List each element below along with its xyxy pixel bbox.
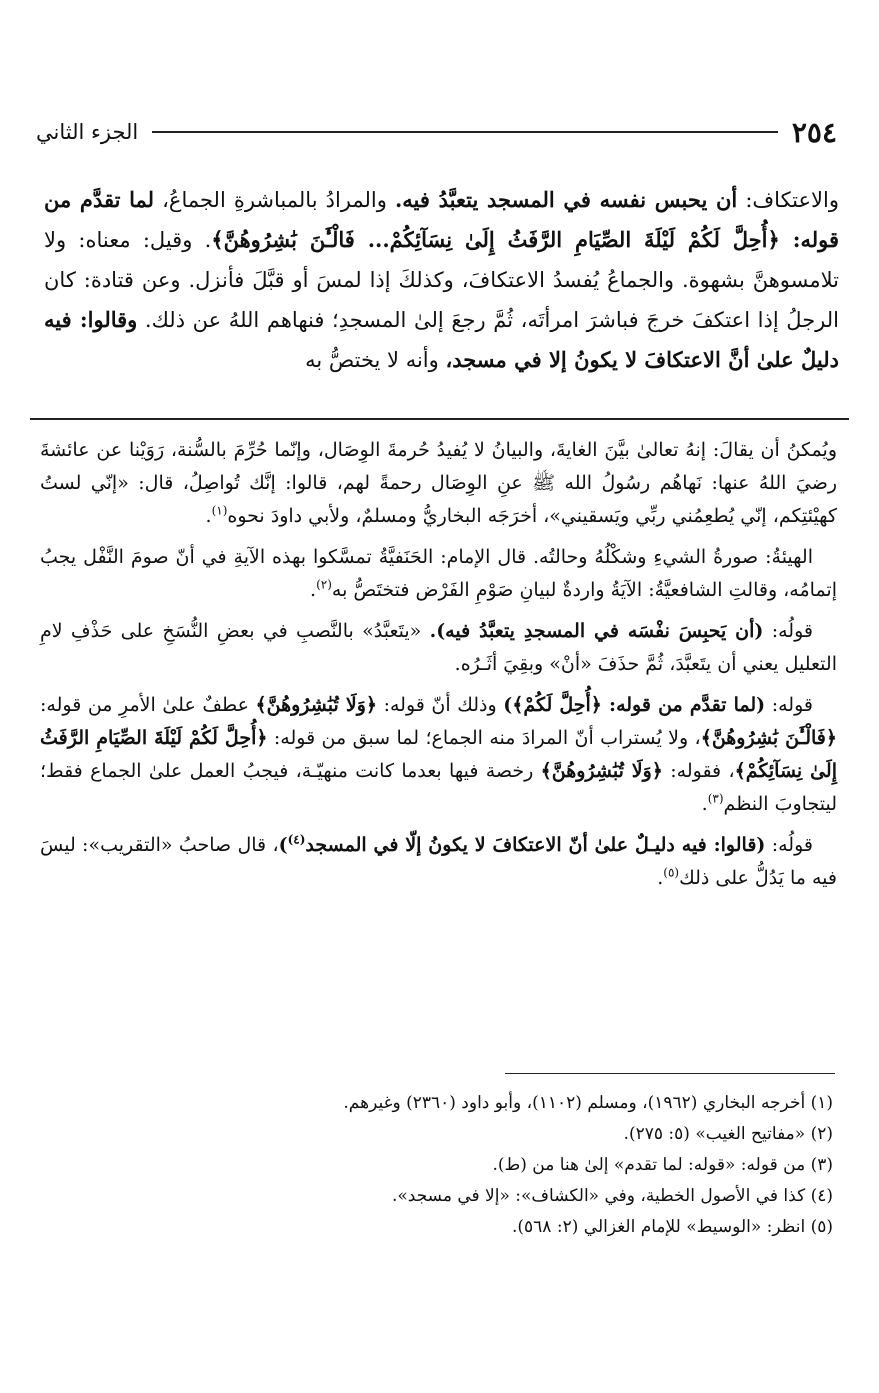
page-header (36, 112, 837, 152)
quran-verse: ﴿فَالْـَٰٔنَ بَٰشِرُوهُنَّ﴾ (700, 727, 837, 749)
header-rule (152, 131, 778, 133)
main-text-segment: وأنه لا يختصُّ به (305, 348, 446, 372)
commentary-text: وذلك أنّ قوله: (377, 694, 504, 716)
lemma-quote-text: (قالوا: فيه دليـلٌ علىٰ أنّ الاعتكافَ لا يكونُ إلّا في المسجد (305, 834, 766, 856)
lemma-quote: (لما تقدَّم من قوله: ﴿أُحِلَّ لَكُمْ﴾) (503, 694, 766, 716)
footnote-item: (٣) من قوله: «قوله: لما تقدم» إلىٰ هنا من (ط). (492, 1155, 833, 1175)
main-definition-bold: أن يحبس نفسه في المسجد يتعبَّدُ فيه. (394, 187, 738, 212)
lemma-quote (279, 834, 766, 856)
main-text (44, 180, 839, 380)
commentary-paragraph (40, 615, 837, 681)
commentary-paragraph: قوله: (لما تقدَّم من قوله: ﴿أُحِلَّ لَكُمْ﴾) وذلك أنّ قوله: ﴿وَلَا تُبَٰشِرُوهُنَّ﴾ عطفٌ علىٰ الأمرِ من قوله: ﴿فَالْـَٰٔنَ بَٰشِرُوهُنَّ﴾، ولا يُستراب أنّ المرادَ منه الجماع؛ لما سبق من قوله: ﴿أُحِلَّ لَكُمْ لَيْلَةَ الصِّيَامِ الرَّفَثُ إِلَىٰ نِسَآئِكُمْ﴾، فقوله: ﴿وَلَا تُبَٰشِرُوهُنَّ﴾ رخصة فيها بعدما كانت منهيّـة، فيجبُ العمل علىٰ الجماع فقط؛ ليتجاوبَ النظم$^{(٣)}$. (40, 694, 837, 815)
page-number: ٢٥٤ (791, 115, 837, 149)
lemma-quote-close: ) (278, 834, 288, 856)
main-bold-phrase: وقالوا: فيه دليلٌ علىٰ أنَّ الاعتكافَ لا يكونُ إلا في مسجد، (44, 307, 839, 372)
commentary-text: قولُه: (765, 834, 813, 856)
commentary-paragraph: ويُمكنُ أن يقالَ: إنهُ تعالىٰ بيَّنَ الغايةَ، والبيانُ لا يُفيدُ حُرمةَ الوِصَال، وإنّما حُرِّمَ بالسُّنة، رَوَيْنا عن عائشةَ رضيَ اللهُ عنها: نَهاهُم رسُولُ الله ﷺ عنِ الوِصَال رحمةً لهم، قالوا: إنَّك تُواصِلُ، قال: «إنّي لستُ كهيْئتِكم، إنّي يُطعِمُني ربِّي ويَسقيني»، أخرَجَه البخاريُّ ومسلمٌ، ولأبي داودَ نحوه$^{(١)}$. (40, 439, 837, 527)
commentary-text: عطفٌ علىٰ الأمرِ من قوله: (40, 694, 256, 716)
footnote-item: (٥) انظر: «الوسيط» للإمام الغزالي (٢: ٥٦٨). (512, 1217, 833, 1237)
main-text-segment: . وقيل: معناه: ولا تلامسوهنَّ بشهوة. والجماعُ يُفسدُ الاعتكافَ، وكذلكَ إذا لمسَ أو قبَّلَ فأنزل. وعن قتادة: كان الرجلُ إذا اعتكفَ خرجَ فباشرَ امرأتَه، ثُمَّ رجعَ إلىٰ المسجدِ؛ فنهاهم اللهُ عن ذلك. (44, 228, 839, 332)
commentary-text: ويُمكنُ أن يقالَ: إنهُ تعالىٰ بيَّنَ الغايةَ، والبيانُ لا يُفيدُ حُرمةَ الوِصَال، وإنّما حُرِّمَ بالسُّنة، رَوَيْنا عن عائشةَ رضيَ اللهُ عنها: نَهاهُم رسُولُ الله ﷺ عنِ الوِصَال رحمةً لهم، قالوا: إنَّك تُواصِلُ، قال: «إنّي لستُ كهيْئتِكم، إنّي يُطعِمُني ربِّي ويَسقيني»، أخرَجَه البخاريُّ ومسلمٌ، ولأبي داودَ نحوه (40, 439, 837, 527)
commentary-text: قوله: (765, 694, 813, 716)
commentary-text: «يتَعبَّدُ» بالنَّصبِ في بعضِ النُّسَخِ على حَذْفِ لامِ التعليل يعني أن يتَعبَّدَ، ثُمَّ حذَفَ «أنْ» وبقِيَ أثَـرُه. (40, 620, 837, 675)
quran-verse: ﴿وَلَا تُبَٰشِرُوهُنَّ﴾ (255, 694, 378, 716)
main-separator (30, 418, 849, 420)
footnotes (60, 1088, 833, 1243)
quran-verse: ﴿أُحِلَّ لَكُمْ لَيْلَةَ الصِّيَامِ الرَّفَثُ إِلَىٰ نِسَآئِكُمْ﴾ (40, 727, 837, 782)
quran-verse: ﴿أُحِلَّ لَكُمْ لَيْلَةَ الصِّيَامِ الرَّفَثُ إِلَىٰ نِسَآئِكُمْ... فَالْـَٰٔنَ بَٰشِرُوهُنَّ﴾ (211, 227, 780, 252)
footnote-ref: (٢) (316, 577, 332, 592)
footnote-ref: (٥) (663, 865, 680, 880)
main-paragraph (44, 180, 839, 380)
footnote-ref: (٣) (707, 791, 724, 806)
commentary-text: رخصة فيها بعدما كانت منهيّـة، فيجبُ العمل علىٰ الجماع فقط؛ ليتجاوبَ النظم (40, 760, 837, 815)
commentary-text: ، فقوله: (662, 760, 735, 782)
commentary-text: قولُه: (763, 620, 813, 642)
commentary-paragraph: قولُه: (قالوا: فيه دليـلٌ علىٰ أنّ الاعتكافَ لا يكونُ إلّا في المسجد$^{(٤)}$)، قال صاحبُ «التقريب»: ليسَ فيه ما يَدُلُّ على ذلك$^{(٥)}$. (40, 832, 837, 889)
commentary-paragraph: الهيئةُ: صورةُ الشيءِ وشكْلُهُ وحالتُه. قال الإمام: الحَنَفيَّةُ تمسَّكوا بهذه الآيةِ في أنّ صومَ النَّفْل يجبُ إتمامُه، وقالتِ الشافعيَّةُ: الآيَةُ واردةٌ لبيانِ صَوْمِ الفَرْض فتختَصُّ به$^{(٢)}$. (40, 546, 837, 601)
commentary-text: الهيئةُ: صورةُ الشيءِ وشكْلُهُ وحالتُه. قال الإمام: الحَنَفيَّةُ تمسَّكوا بهذه الآيةِ في أنّ صومَ النَّفْل يجبُ إتمامُه، وقالتِ الشافعيَّةُ: الآيَةُ واردةٌ لبيانِ صَوْمِ الفَرْض فتختَصُّ به (40, 546, 837, 601)
main-text-segment: والمرادُ بالمباشرةِ الجماعُ، (154, 188, 395, 212)
commentary (40, 434, 837, 903)
main-bold-phrase: لما تقدَّم من قوله: (44, 187, 839, 252)
footnote-item: (٢) «مفاتيح الغيب» (٥: ٢٧٥). (623, 1124, 833, 1144)
commentary-text: ، قال صاحبُ «التقريب»: ليسَ فيه ما يَدُلُّ على ذلك (40, 834, 837, 889)
lemma-quote: (أن يَحبِسَ نفْسَه في المسجدِ يتعبَّدُ فيه). (429, 620, 764, 642)
running-title: الجزء الثاني (36, 120, 139, 144)
footnote-item: (٤) كذا في الأصول الخطية، وفي «الكشاف»: «إلا في مسجد». (391, 1186, 833, 1206)
footnote-separator (505, 1073, 835, 1074)
footnote-ref: (١) (211, 503, 228, 518)
quran-verse: ﴿وَلَا تُبَٰشِرُوهُنَّ﴾ (540, 760, 663, 782)
footnote-item: (١) أخرجه البخاري (١٩٦٢)، ومسلم (١١٠٢)، وأبو داود (٢٣٦٠) وغيرهم. (343, 1093, 833, 1113)
main-text-segment: والاعتكاف: (737, 188, 839, 212)
footnote-ref: (٤) (287, 832, 306, 847)
commentary-text: ، ولا يُستراب أنّ المرادَ منه الجماع؛ لما سبق من قوله: (267, 727, 701, 749)
